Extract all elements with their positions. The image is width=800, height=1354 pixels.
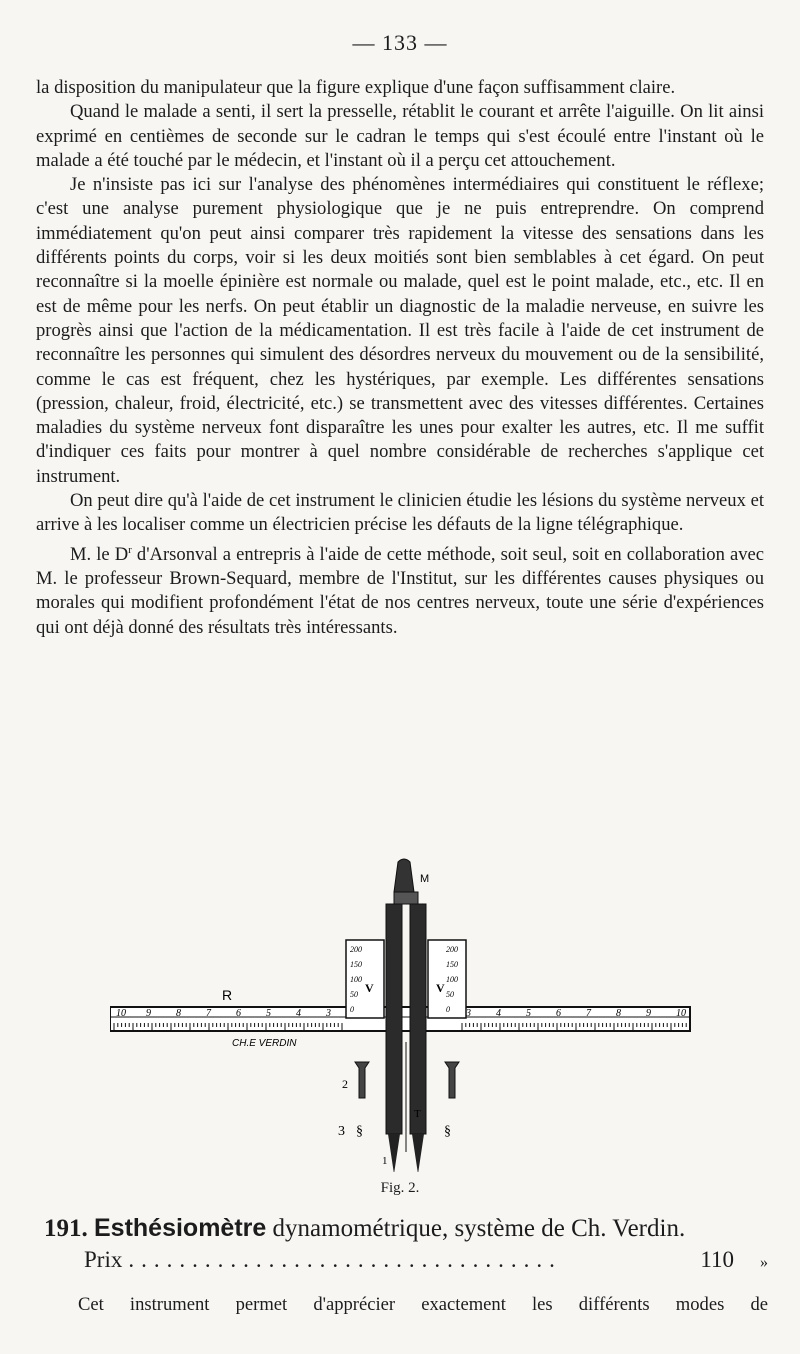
- paragraph-1: la disposition du manipulateur que la figure explique d'une façon suffisamment claire.: [36, 77, 676, 98]
- label-M: M: [420, 873, 430, 885]
- scale-right-label: 4: [496, 1008, 501, 1019]
- scale-left-label: 4: [296, 1008, 301, 1019]
- dial-right-value: 100: [446, 975, 458, 984]
- scale-right-label: 9: [646, 1008, 651, 1019]
- dial-right-value: 50: [446, 990, 454, 999]
- scale-right-label: 7: [586, 1008, 591, 1019]
- label-R: R: [222, 987, 233, 1003]
- item-number: 191.: [44, 1215, 88, 1242]
- dial-right-value: 200: [446, 945, 458, 954]
- paragraph-3: Je n'insiste pas ici sur l'analyse des phénomènes intermédiaires qui constituent le réflexe; c'est une analyse purement physiologique que je ne puis entreprendre. On comprend immédiatement qu'on peut ainsi comparer très rapidement la vitesse des sensations dans les différents points du corps, voir si les deux moitiés sont bien semblables à cet égard. On peut reconnaître si la moelle épinière est normale ou malade, quel est le point malade, etc., etc. Il en est de même pour les nerfs. On peut établir un diagnostic de la maladie nerveuse, en suivre les progrès ainsi que l'action de la médicamentation. Il est très facile à l'aide de cet instrument de reconnaître les personnes qui simulent des désordres nerveux du mouvement ou de la sensibilité, comme le cas est fréquent, chez les hystériques, par exemple. Les différentes sensations (pression, chaleur, froid, électricité, etc.) se transmettent avec des vitesses différentes. Certaines maladies du système nerveux font disparaître les unes pour exalter les autres, etc. Il me suffit d'indiquer ces faits pour montrer à quel nombre considérable de recherches s'applique cet instrument.: [36, 174, 764, 487]
- price-label: Prix: [84, 1247, 123, 1272]
- dial-left-value: 0: [350, 1005, 354, 1014]
- para5-prefix: M. le D: [70, 543, 129, 565]
- scale-left-label: 3: [326, 1008, 331, 1019]
- scale-right-label: 6: [556, 1008, 561, 1019]
- price-row: [84, 1247, 768, 1273]
- dial-left-value: 150: [350, 960, 362, 969]
- scale-left-label: 9: [146, 1008, 151, 1019]
- label-3: 3: [338, 1124, 345, 1139]
- scale-left-label: 5: [266, 1008, 271, 1019]
- scale-left-label: 6: [236, 1008, 241, 1019]
- paragraph-4: On peut dire qu'à l'aide de cet instrument le clinicien étudie les lésions du système nerveux et arrive à les localiser comme un électricien précise les défauts de la ligne télégraphique.: [36, 490, 764, 536]
- dial-left-value: 200: [350, 945, 362, 954]
- item-description: dynamométrique, système de Ch. Verdin.: [266, 1215, 686, 1242]
- instrument-illustration: [110, 852, 700, 1172]
- maker-mark: CH.E VERDIN: [232, 1038, 297, 1049]
- scale-right-label: 3: [466, 1008, 471, 1019]
- svg-text:§: §: [356, 1124, 363, 1139]
- scale-right-label: 10: [676, 1008, 686, 1019]
- label-V-right: V: [436, 981, 445, 995]
- label-1: 1: [382, 1155, 388, 1167]
- dial-left-value: 50: [350, 990, 358, 999]
- dial-left-value: 100: [350, 975, 362, 984]
- continuation-text: Cet instrument permet d'apprécier exactement les différents modes de: [78, 1294, 768, 1315]
- label-V-left: V: [365, 981, 374, 995]
- catalog-item: [44, 1213, 774, 1244]
- figure-caption: Fig. 2.: [380, 1180, 420, 1196]
- page-number: — 133 —: [352, 30, 448, 55]
- scale-right-label: 8: [616, 1008, 621, 1019]
- scale-left-label: 8: [176, 1008, 181, 1019]
- scale-right-label: 5: [526, 1008, 531, 1019]
- price-value: 110: [700, 1247, 734, 1272]
- scale-left-label: 10: [116, 1008, 126, 1019]
- dial-right-value: 0: [446, 1005, 450, 1014]
- label-T: T: [414, 1108, 421, 1120]
- para5-rest: d'Arsonval a entrepris à l'aide de cette méthode, soit seul, soit en collaboration avec M. le professeur Brown-Sequard, membre de l'Institut, sur les différentes causes physiques ou morales qui modifient profondément l'état de nos centres nerveux, toute une série d'expériences qui ont déjà donné des résultats très intéressants.: [36, 543, 764, 638]
- label-2: 2: [342, 1077, 348, 1091]
- svg-text:§: §: [444, 1124, 451, 1139]
- dial-right-value: 150: [446, 960, 458, 969]
- body-text: [36, 76, 764, 640]
- paragraph-5: [36, 538, 764, 640]
- figure-esthesiometre: [110, 852, 700, 1172]
- paragraph-2: Quand le malade a senti, il sert la presselle, rétablit le courant et arrête l'aiguille. On lit ainsi exprimé en centièmes de seconde sur le cadran le temps qui s'est écoulé entre l'instant où le malade a été touché par le médecin, et l'instant où il a perçu cet attouchement.: [36, 101, 764, 171]
- price-mark: »: [760, 1254, 768, 1271]
- item-name: Esthésiomètre: [94, 1214, 267, 1242]
- scale-left-label: 7: [206, 1008, 211, 1019]
- para5-sup: r: [128, 543, 132, 556]
- price-leader-dots: ..................................: [128, 1247, 562, 1272]
